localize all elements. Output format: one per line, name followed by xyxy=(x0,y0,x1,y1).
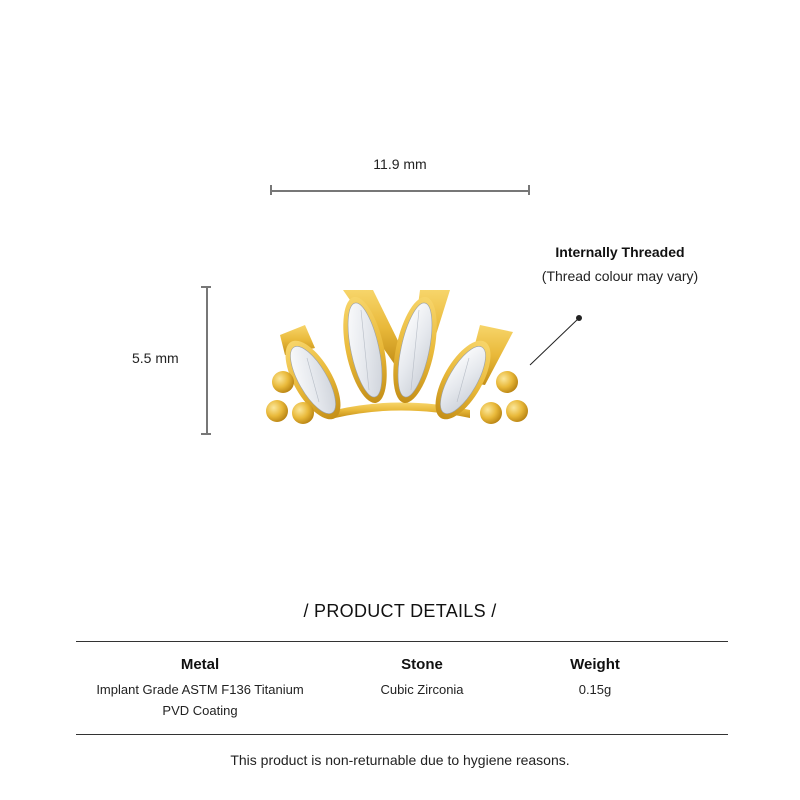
metal-line-1: Implant Grade ASTM F136 Titanium xyxy=(96,682,304,697)
height-line-bottom-cap xyxy=(201,433,211,435)
width-line-start-cap xyxy=(270,185,272,195)
width-dimension-label: 11.9 mm xyxy=(373,156,427,172)
height-line-top-cap xyxy=(201,286,211,288)
width-line-end-cap xyxy=(528,185,530,195)
weight-column xyxy=(520,656,670,700)
stone-column xyxy=(322,656,522,700)
product-details-heading: / PRODUCT DETAILS / xyxy=(303,601,497,621)
metal-column xyxy=(80,656,320,721)
returns-note: This product is non-returnable due to hygiene reasons. xyxy=(230,752,570,768)
height-dimension-line xyxy=(206,286,208,434)
weight-line-1: 0.15g xyxy=(578,682,612,697)
stone-line-1: Cubic Zirconia xyxy=(380,682,464,697)
details-bottom-divider xyxy=(76,734,728,735)
details-top-divider xyxy=(76,641,728,642)
height-dimension-label: 5.5 mm xyxy=(132,350,179,366)
weight-title: Weight xyxy=(570,656,620,673)
thread-callout-subtitle: (Thread colour may vary) xyxy=(541,268,699,284)
metal-title: Metal xyxy=(180,656,220,673)
crown-earring-image xyxy=(255,270,545,440)
width-dimension-line xyxy=(270,190,530,192)
stone-title: Stone xyxy=(401,656,443,673)
thread-callout-title: Internally Threaded xyxy=(555,244,685,260)
metal-line-2: PVD Coating xyxy=(162,703,238,718)
